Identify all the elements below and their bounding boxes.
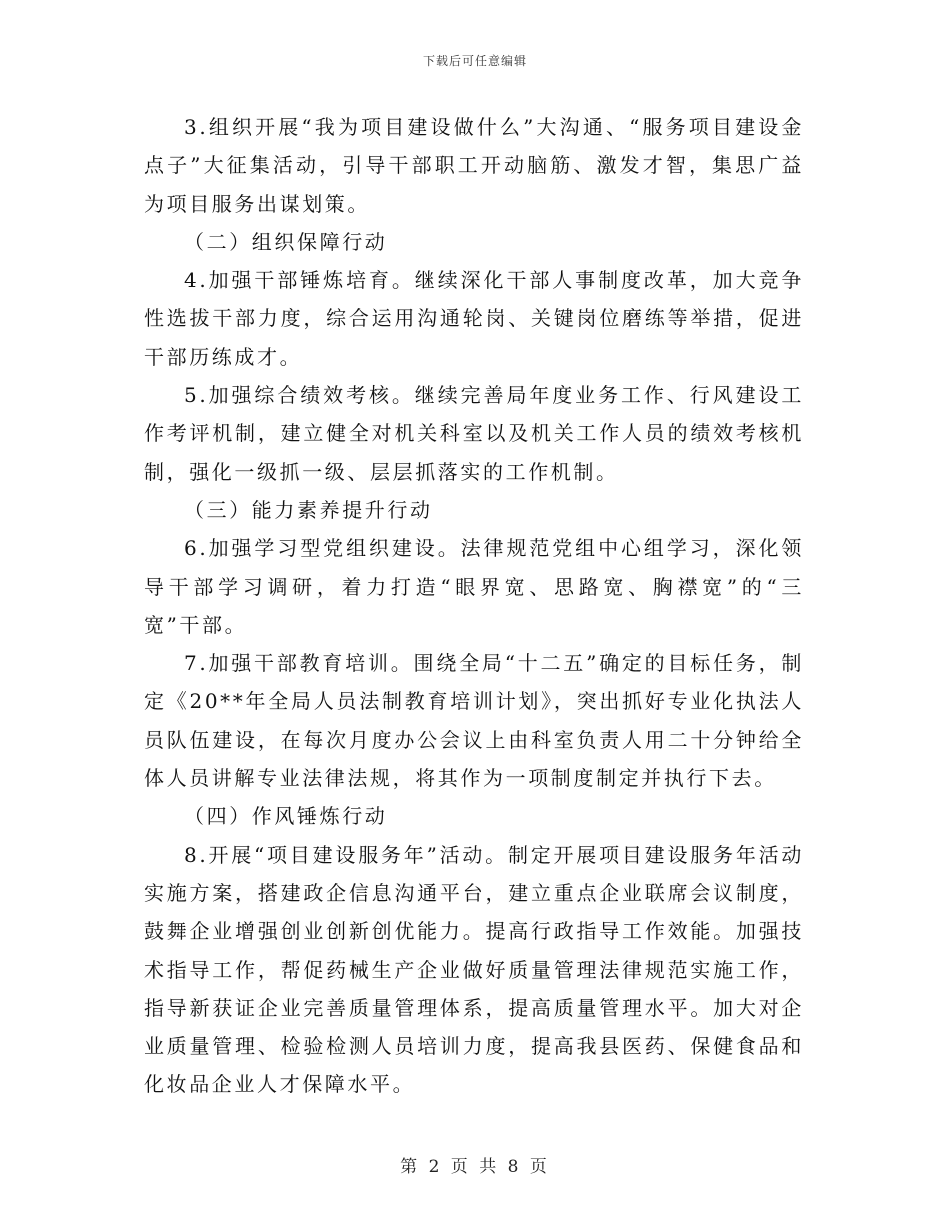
paragraph-item-5: 5.加强综合绩效考核。继续完善局年度业务工作、行风建设工作考评机制，建立健全对机关科室以及机关工作人员的绩效考核机制，强化一级抓一级、层层抓落实的工作机制。 <box>144 383 804 484</box>
paragraph-item-6: 6.加强学习型党组织建设。法律规范党组中心组学习，深化领导干部学习调研，着力打造“眼界宽、思路宽、胸襟宽”的“三宽”干部。 <box>144 536 804 637</box>
paragraph-item-8: 8.开展“项目建设服务年”活动。制定开展项目建设服务年活动实施方案，搭建政企信息沟通平台，建立重点企业联席会议制度，鼓舞企业增强创业创新创优能力。提高行政指导工作效能。加强技术指导工作，帮促药械生产企业做好质量管理法律规范实施工作，指导新获证企业完善质量管理体系，提高质量管理水平。加大对企业质量管理、检验检测人员培训力度，提高我县医药、保健食品和化妆品企业人才保障水平。 <box>144 842 804 1097</box>
page-number: 第 2 页 共 8 页 <box>400 1157 550 1177</box>
page-header: 下载后可任意编辑 <box>422 54 527 68</box>
document-body <box>144 108 804 1104</box>
paragraph-item-3: 3.组织开展“我为项目建设做什么”大沟通、“服务项目建设金点子”大征集活动，引导干部职工开动脑筋、激发才智，集思广益为项目服务出谋划策。 <box>144 115 804 216</box>
paragraph-item-4: 4.加强干部锤炼培育。继续深化干部人事制度改革，加大竞争性选拔干部力度，综合运用沟通轮岗、关键岗位磨练等举措，促进干部历练成才。 <box>144 268 804 369</box>
section-heading-organization: （二）组织保障行动 <box>184 229 388 254</box>
paragraph-item-7: 7.加强干部教育培训。围绕全局“十二五”确定的目标任务，制定《20**年全局人员法制教育培训计划》，突出抓好专业化执法人员队伍建设，在每次月度办公会议上由科室负责人用二十分钟给全体人员讲解专业法律法规，将其作为一项制度制定并执行下去。 <box>144 651 804 791</box>
section-heading-work-style: （四）作风锤炼行动 <box>184 804 388 829</box>
section-heading-capability: （三）能力素养提升行动 <box>184 497 433 522</box>
